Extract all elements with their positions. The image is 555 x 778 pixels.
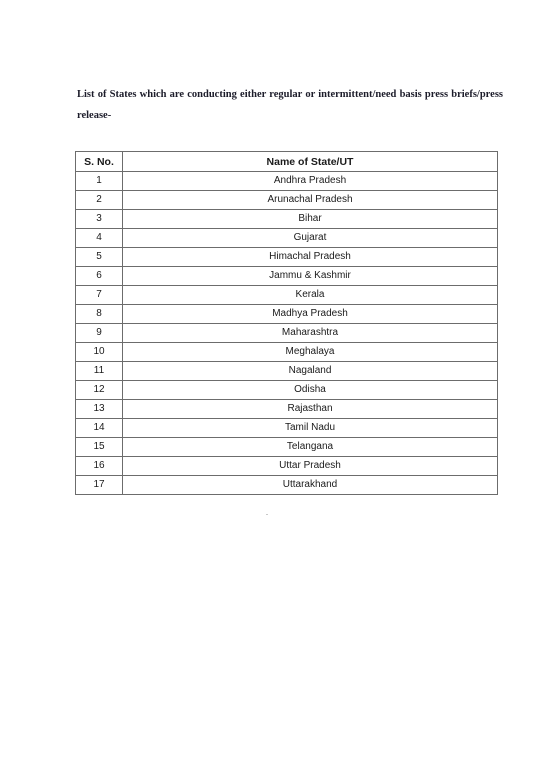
serial-number-cell: 4 (76, 229, 123, 248)
serial-number-cell: 1 (76, 172, 123, 191)
serial-number-cell: 10 (76, 343, 123, 362)
column-header-serial-number: S. No. (76, 152, 123, 172)
table-row (76, 286, 498, 305)
state-name-cell: Rajasthan (123, 400, 498, 419)
state-name-cell: Odisha (123, 381, 498, 400)
state-name-cell: Andhra Pradesh (123, 172, 498, 191)
state-name-cell: Gujarat (123, 229, 498, 248)
state-name-cell: Arunachal Pradesh (123, 191, 498, 210)
table-row (76, 267, 498, 286)
table-row (76, 343, 498, 362)
table-row (76, 229, 498, 248)
table-row (76, 172, 498, 191)
serial-number-cell: 14 (76, 419, 123, 438)
page-heading: List of States which are conducting either regular or intermittent/need basis press briefs/press release- (77, 89, 503, 121)
table-row (76, 324, 498, 343)
table-row (76, 362, 498, 381)
table-row (76, 248, 498, 267)
state-name-cell: Nagaland (123, 362, 498, 381)
serial-number-cell: 13 (76, 400, 123, 419)
table-row (76, 438, 498, 457)
state-name-cell: Jammu & Kashmir (123, 267, 498, 286)
state-name-cell: Uttarakhand (123, 476, 498, 495)
table-header-row (76, 152, 498, 172)
table-row (76, 419, 498, 438)
state-name-cell: Maharashtra (123, 324, 498, 343)
serial-number-cell: 15 (76, 438, 123, 457)
state-name-cell: Meghalaya (123, 343, 498, 362)
serial-number-cell: 5 (76, 248, 123, 267)
state-name-cell: Tamil Nadu (123, 419, 498, 438)
serial-number-cell: 9 (76, 324, 123, 343)
table-row (76, 381, 498, 400)
state-name-cell: Telangana (123, 438, 498, 457)
states-table (75, 151, 498, 495)
state-name-cell: Uttar Pradesh (123, 457, 498, 476)
serial-number-cell: 11 (76, 362, 123, 381)
serial-number-cell: 3 (76, 210, 123, 229)
table-row (76, 191, 498, 210)
table-row (76, 400, 498, 419)
table-row (76, 210, 498, 229)
table-row (76, 457, 498, 476)
table-body (76, 172, 498, 495)
serial-number-cell: 6 (76, 267, 123, 286)
table-row (76, 305, 498, 324)
serial-number-cell: 7 (76, 286, 123, 305)
serial-number-cell: 2 (76, 191, 123, 210)
serial-number-cell: 8 (76, 305, 123, 324)
scan-speck (266, 514, 268, 515)
serial-number-cell: 12 (76, 381, 123, 400)
state-name-cell: Himachal Pradesh (123, 248, 498, 267)
serial-number-cell: 16 (76, 457, 123, 476)
state-name-cell: Bihar (123, 210, 498, 229)
column-header-state-name: Name of State/UT (123, 152, 498, 172)
table-row (76, 476, 498, 495)
state-name-cell: Kerala (123, 286, 498, 305)
state-name-cell: Madhya Pradesh (123, 305, 498, 324)
serial-number-cell: 17 (76, 476, 123, 495)
